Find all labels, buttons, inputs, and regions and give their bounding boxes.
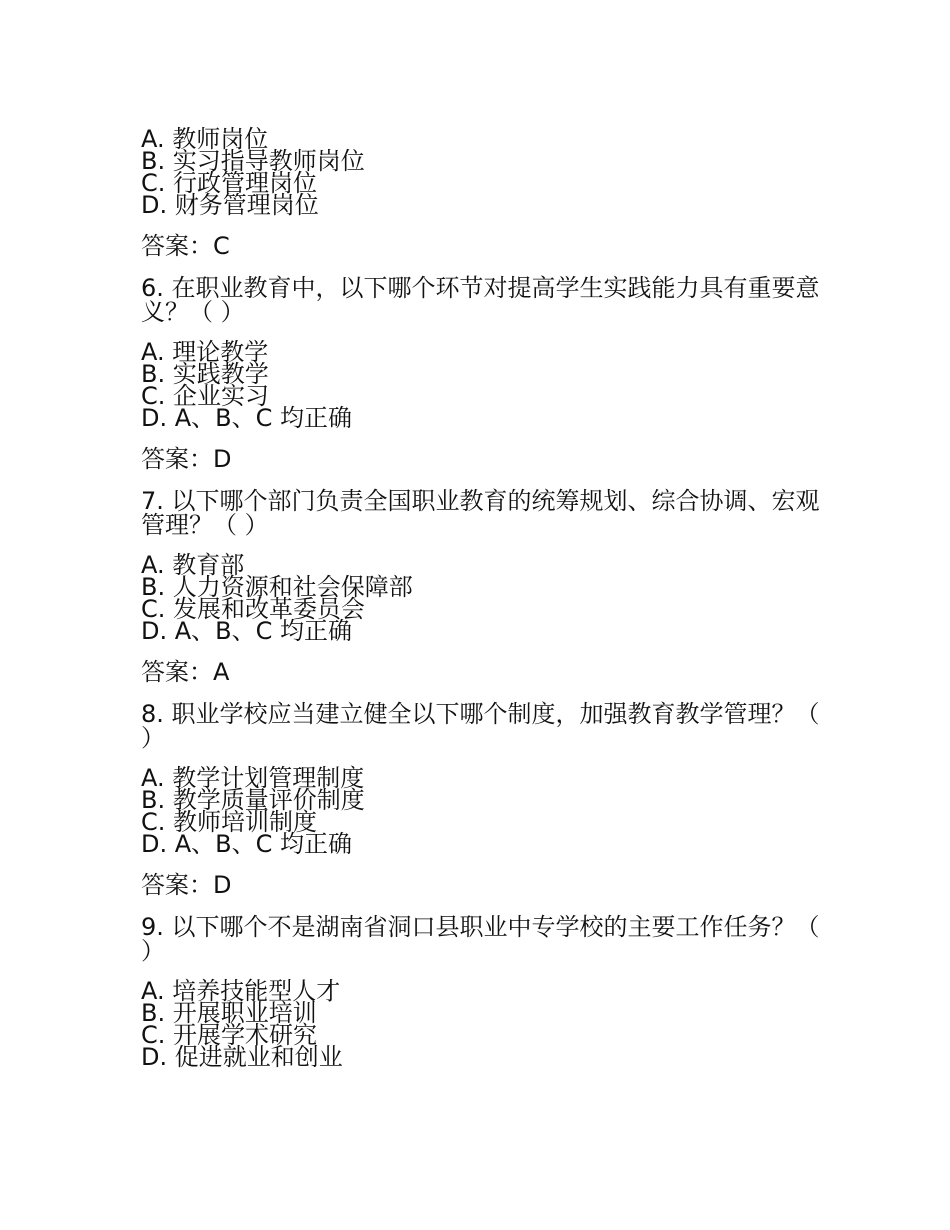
option-a: A. 教师岗位 bbox=[141, 125, 269, 153]
question-9: 9. 以下哪个不是湖南省洞口县职业中专学校的主要工作任务？（ ） bbox=[141, 913, 820, 965]
option-c: C. 开展学术研究 bbox=[141, 1021, 318, 1049]
option-a: A. 理论教学 bbox=[141, 338, 269, 366]
option-b: B. 实习指导教师岗位 bbox=[141, 147, 365, 175]
question-8: 8. 职业学校应当建立健全以下哪个制度，加强教育教学管理？（ ） bbox=[141, 700, 820, 752]
question-7: 7. 以下哪个部门负责全国职业教育的统筹规划、综合协调、宏观管理？（ ） bbox=[141, 487, 820, 539]
option-d: D. 财务管理岗位 bbox=[141, 191, 319, 219]
option-b: B. 人力资源和社会保障部 bbox=[141, 573, 413, 601]
answer-line: 答案：D bbox=[141, 445, 232, 473]
question-6: 6. 在职业教育中，以下哪个环节对提高学生实践能力具有重要意义？（ ） bbox=[141, 274, 820, 326]
option-c: C. 教师培训制度 bbox=[141, 808, 318, 836]
option-list bbox=[141, 338, 821, 432]
option-c: C. 发展和改革委员会 bbox=[141, 595, 366, 623]
option-d: D. A、B、C 均正确 bbox=[141, 617, 353, 645]
option-d: D. A、B、C 均正确 bbox=[141, 404, 353, 432]
option-list bbox=[141, 551, 821, 645]
option-d: D. 促进就业和创业 bbox=[141, 1043, 343, 1071]
option-a: A. 教育部 bbox=[141, 551, 245, 579]
option-d: D. A、B、C 均正确 bbox=[141, 830, 353, 858]
option-b: B. 教学质量评价制度 bbox=[141, 786, 365, 814]
option-c: C. 行政管理岗位 bbox=[141, 169, 318, 197]
option-b: B. 实践教学 bbox=[141, 360, 269, 388]
option-list bbox=[141, 764, 821, 858]
answer-line: 答案：C bbox=[141, 232, 230, 260]
option-a: A. 培养技能型人才 bbox=[141, 977, 341, 1005]
option-b: B. 开展职业培训 bbox=[141, 999, 317, 1027]
answer-line: 答案：A bbox=[141, 658, 230, 686]
document-page bbox=[141, 125, 821, 1071]
option-list bbox=[141, 125, 821, 219]
option-c: C. 企业实习 bbox=[141, 382, 270, 410]
option-list bbox=[141, 977, 821, 1071]
answer-line: 答案：D bbox=[141, 871, 232, 899]
option-a: A. 教学计划管理制度 bbox=[141, 764, 365, 792]
